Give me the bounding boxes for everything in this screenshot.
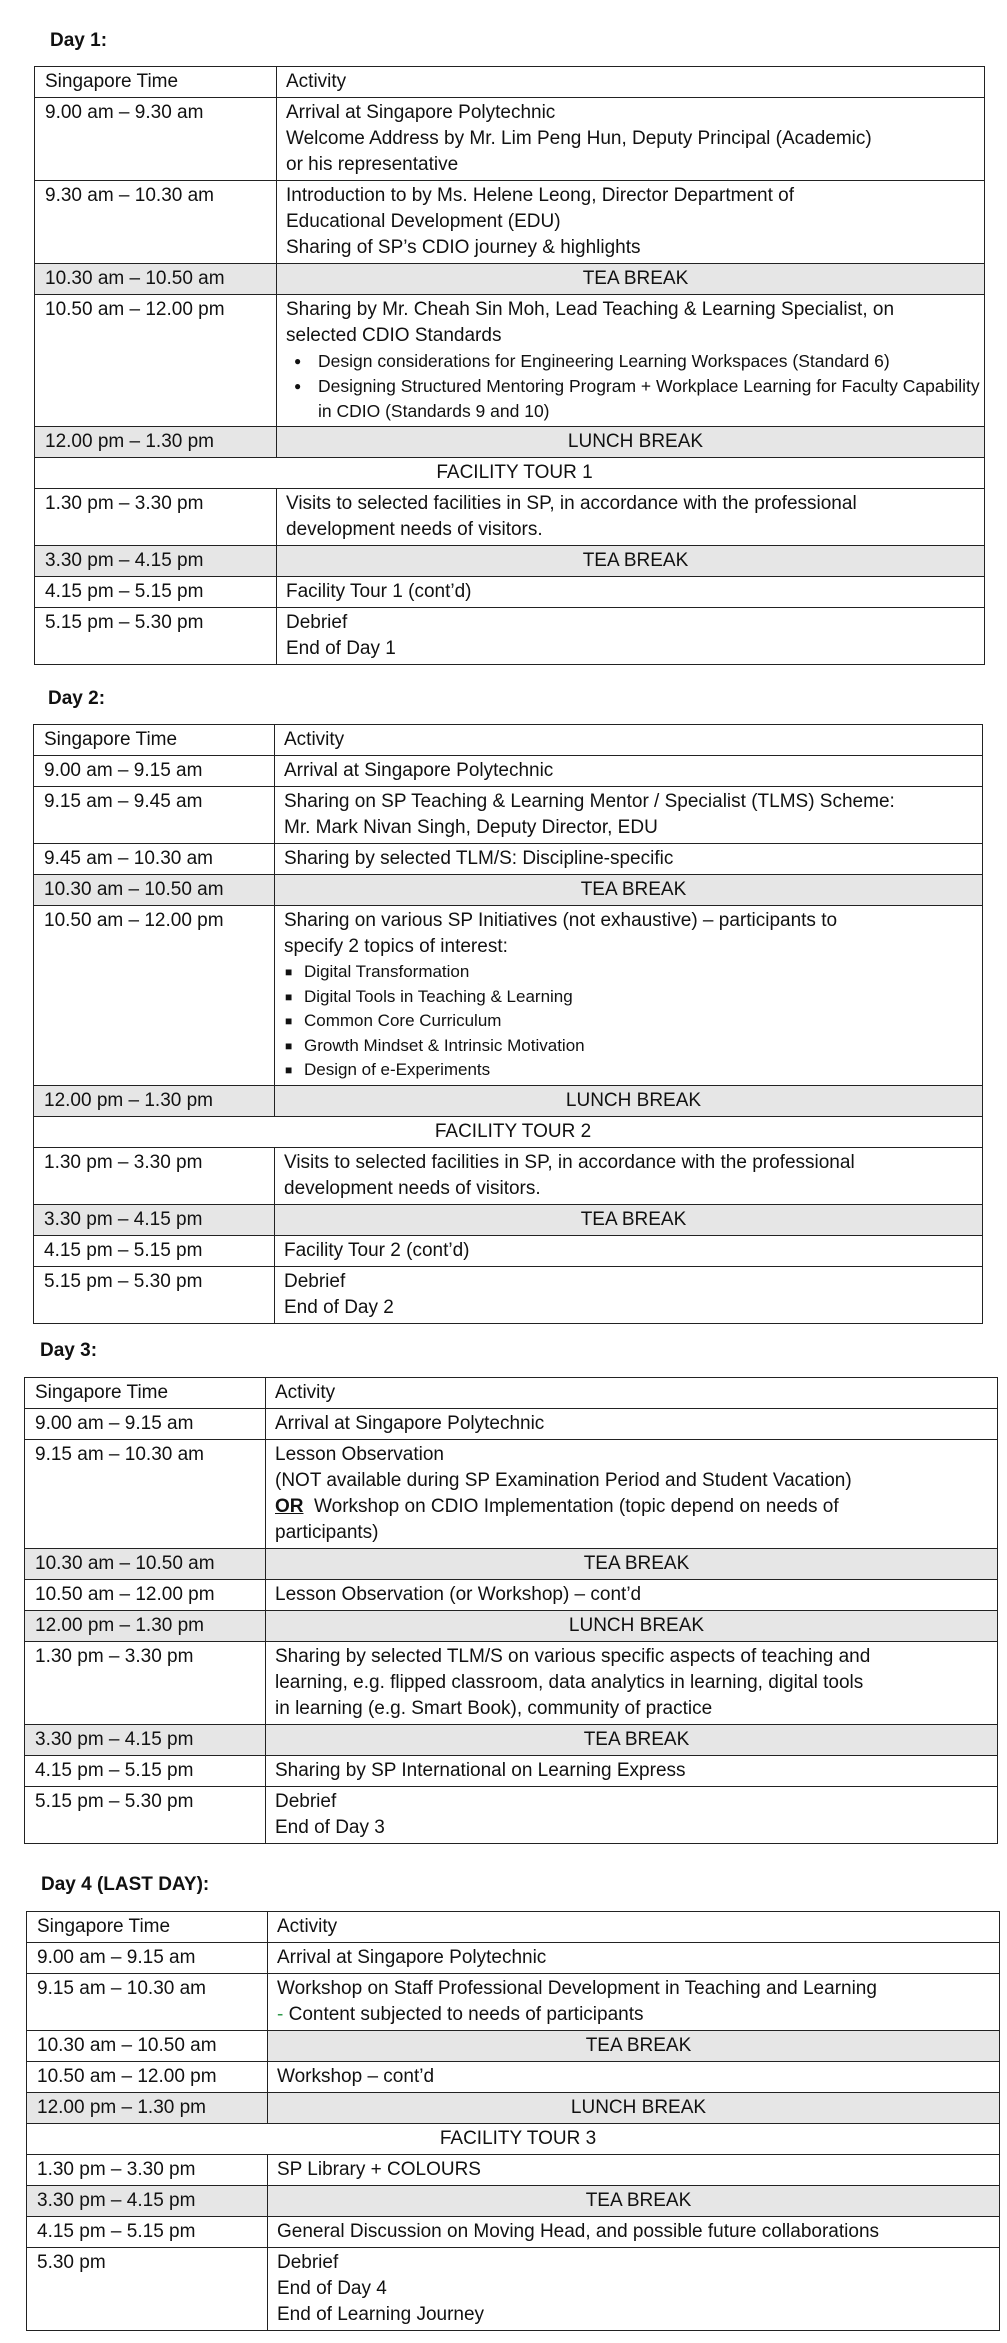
column-header-activity: Activity [266,1378,998,1409]
activity-line: Sharing by selected TLM/S on various specific aspects of teaching and [275,1646,871,1667]
table-row [27,1974,1000,2031]
time-cell: 9.00 am – 9.15 am [25,1409,266,1440]
activity-line: selected CDIO Standards [286,325,502,346]
topic-text: Growth Mindset & Intrinsic Motivation [304,1035,585,1055]
time-cell: 3.30 pm – 4.15 pm [34,1204,275,1235]
column-header-time: Singapore Time [27,1912,268,1943]
table-row [34,787,983,844]
activity-cell [277,295,985,427]
dash-marker: - [277,2004,284,2025]
table-row [27,2062,1000,2093]
activity-line: Welcome Address by Mr. Lim Peng Hun, Deputy Principal (Academic) [286,128,872,149]
time-cell: 12.00 pm – 1.30 pm [27,2093,268,2124]
activity-cell [275,1147,983,1204]
bullet-text: Designing Structured Mentoring Program + Workplace Learning for Faculty Capability in CDIO (Standards 9 and 10) [318,376,980,421]
activity-line: Facility Tour 1 (cont’d) [286,581,472,602]
activity-line: Workshop on Staff Professional Development in Teaching and Learning [277,1978,877,1999]
activity-line: End of Day 1 [286,638,396,659]
table-row [25,1580,998,1611]
bullet-item [286,349,984,374]
time-cell: 12.00 pm – 1.30 pm [34,1085,275,1116]
activity-cell [268,2248,1000,2331]
header-row [34,725,983,756]
day-4-schedule-table [26,1911,1000,2331]
activity-line: Sharing of SP’s CDIO journey & highlights [286,237,641,258]
time-cell: 9.00 am – 9.30 am [35,98,277,181]
activity-line: Sharing by Mr. Cheah Sin Moh, Lead Teaching & Learning Specialist, on [286,299,895,320]
break-cell: TEA BREAK [268,2186,1000,2217]
column-header-time: Singapore Time [25,1378,266,1409]
square-bullet-icon: ■ [285,1038,293,1053]
time-cell: 10.30 am – 10.50 am [34,875,275,906]
activity-line: development needs of visitors. [284,1177,541,1199]
activity-line: End of Day 4 [277,2278,387,2299]
activity-cell [275,1266,983,1323]
topic-item [284,1058,982,1083]
activity-line: in learning (e.g. Smart Book), community of practice [275,1698,713,1719]
time-cell: 1.30 pm – 3.30 pm [35,489,277,546]
time-cell: 9.00 am – 9.15 am [27,1943,268,1974]
time-cell: 10.30 am – 10.50 am [27,2031,268,2062]
column-header-activity: Activity [268,1912,1000,1943]
time-cell: 12.00 pm – 1.30 pm [25,1611,266,1642]
time-cell: 3.30 pm – 4.15 pm [27,2186,268,2217]
square-bullet-icon: ■ [285,1014,293,1028]
activity-cell [268,2217,1000,2248]
time-cell: 10.30 am – 10.50 am [35,264,277,295]
activity-line: End of Day 3 [275,1817,385,1838]
time-cell: 9.30 am – 10.30 am [35,181,277,264]
activity-cell [266,1580,998,1611]
time-cell: 4.15 pm – 5.15 pm [34,1235,275,1266]
activity-line [277,2002,999,2028]
square-bullet-icon: ■ [285,989,293,1004]
table-row [34,756,983,787]
topic-item [284,985,982,1010]
activity-cell [266,1440,998,1549]
break-cell: TEA BREAK [268,2031,1000,2062]
activity-cell [277,577,985,608]
topic-text: Common Core Curriculum [304,1011,502,1030]
break-row [35,427,985,458]
break-cell: LUNCH BREAK [277,427,985,458]
activity-line: (NOT available during SP Examination Period and Student Vacation) [275,1470,852,1491]
square-bullet-icon: ■ [285,965,293,979]
activity-line: Arrival at Singapore Polytechnic [284,760,554,781]
day-3-schedule-table [24,1377,998,1844]
table-row [34,906,983,1086]
topic-text: Digital Transformation [304,962,470,981]
section-heading: FACILITY TOUR 1 [35,458,985,489]
topic-item [284,1034,982,1059]
time-cell: 5.15 pm – 5.30 pm [25,1787,266,1844]
activity-line: Sharing by selected TLM/S: Discipline-specific [284,848,674,869]
table-row [25,1787,998,1844]
table-row [35,295,985,427]
table-row [35,608,985,665]
activity-line: Workshop – cont’d [277,2066,435,2087]
break-row [34,1204,983,1235]
break-row [27,2031,1000,2062]
time-cell: 4.15 pm – 5.15 pm [25,1756,266,1787]
activity-line: General Discussion on Moving Head, and possible future collaborations [277,2221,880,2242]
break-row [25,1549,998,1580]
topic-text: Design of e-Experiments [304,1060,491,1079]
break-row [27,2093,1000,2124]
day-title: Day 2: [48,688,106,709]
activity-cell [268,1974,1000,2031]
time-cell: 5.15 pm – 5.30 pm [35,608,277,665]
header-row [25,1378,998,1409]
break-row [27,2186,1000,2217]
table-row [35,181,985,264]
time-cell: 12.00 pm – 1.30 pm [35,427,277,458]
time-cell: 4.15 pm – 5.15 pm [27,2217,268,2248]
activity-line: End of Learning Journey [277,2304,485,2325]
table-row [27,2155,1000,2186]
bullet-dot-icon: ● [294,354,302,368]
activity-line: Debrief [284,1270,346,1292]
or-text: Workshop on CDIO Implementation (topic depend on needs of [303,1496,839,1517]
activity-line: Lesson Observation (or Workshop) – cont’d [275,1584,642,1605]
table-row [34,1147,983,1204]
table-row [27,2217,1000,2248]
time-cell: 1.30 pm – 3.30 pm [34,1147,275,1204]
activity-cell [275,906,983,1086]
table-row [34,1116,983,1147]
activity-cell [266,1787,998,1844]
column-header-activity: Activity [275,725,983,756]
activity-line: participants) [275,1522,379,1543]
column-header-time: Singapore Time [34,725,275,756]
header-row [35,67,985,98]
activity-cell [268,2155,1000,2186]
time-cell: 9.45 am – 10.30 am [34,844,275,875]
break-row [34,875,983,906]
section-heading: FACILITY TOUR 2 [34,1116,983,1147]
column-header-time: Singapore Time [35,67,277,98]
table-row [27,2248,1000,2331]
activity-line: Facility Tour 2 (cont’d) [284,1239,470,1261]
topic-item [284,1009,982,1034]
time-cell: 9.15 am – 9.45 am [34,787,275,844]
activity-line: Lesson Observation [275,1444,444,1465]
bullet-dot-icon: ● [294,379,302,393]
or-keyword: OR [275,1496,304,1517]
activity-line: Visits to selected facilities in SP, in accordance with the professional [286,493,857,514]
activity-line: or his representative [286,154,459,175]
time-cell: 10.50 am – 12.00 pm [34,906,275,1086]
activity-line: Arrival at Singapore Polytechnic [277,1947,547,1968]
table-row [27,1943,1000,1974]
time-cell: 5.15 pm – 5.30 pm [34,1266,275,1323]
activity-cell [277,98,985,181]
activity-cell [266,1642,998,1725]
table-row [25,1642,998,1725]
break-cell: LUNCH BREAK [266,1611,998,1642]
activity-line: Educational Development (EDU) [286,211,561,232]
table-row [25,1409,998,1440]
activity-line: Mr. Mark Nivan Singh, Deputy Director, EDU [284,817,658,838]
activity-cell [275,787,983,844]
table-row [27,2124,1000,2155]
break-cell: TEA BREAK [275,875,983,906]
break-row [25,1725,998,1756]
time-cell: 9.15 am – 10.30 am [25,1440,266,1549]
activity-cell [275,756,983,787]
time-cell: 3.30 pm – 4.15 pm [35,546,277,577]
break-cell: LUNCH BREAK [275,1085,983,1116]
break-cell: TEA BREAK [266,1725,998,1756]
activity-line: Visits to selected facilities in SP, in accordance with the professional [284,1151,855,1173]
activity-line: development needs of visitors. [286,519,543,540]
break-cell: TEA BREAK [277,264,985,295]
time-cell: 1.30 pm – 3.30 pm [25,1642,266,1725]
topic-item [284,960,982,985]
break-row [35,264,985,295]
break-row [34,1085,983,1116]
day-title: Day 4 (LAST DAY): [41,1874,210,1895]
activity-cell [275,844,983,875]
activity-line: specify 2 topics of interest: [284,936,508,957]
activity-cell [266,1409,998,1440]
column-header-activity: Activity [277,67,985,98]
square-bullet-icon: ■ [285,1063,293,1077]
time-cell: 4.15 pm – 5.15 pm [35,577,277,608]
break-row [35,546,985,577]
time-cell: 10.30 am – 10.50 am [25,1549,266,1580]
day-title: Day 1: [50,30,108,51]
table-row [34,1266,983,1323]
activity-line: Debrief [275,1791,337,1812]
break-cell: TEA BREAK [275,1204,983,1235]
table-row [25,1440,998,1549]
activity-cell [277,608,985,665]
activity-line: Arrival at Singapore Polytechnic [275,1413,545,1434]
topic-text: Digital Tools in Teaching & Learning [304,986,573,1006]
activity-line: Sharing by SP International on Learning Express [275,1760,686,1781]
activity-line [275,1494,997,1520]
activity-line: End of Day 2 [284,1296,394,1318]
break-cell: TEA BREAK [277,546,985,577]
table-row [35,98,985,181]
activity-line: learning, e.g. flipped classroom, data analytics in learning, digital tools [275,1672,864,1693]
table-row [35,577,985,608]
activity-cell [277,181,985,264]
table-row [35,458,985,489]
break-cell: LUNCH BREAK [268,2093,1000,2124]
activity-cell [266,1756,998,1787]
day-2-schedule-table [33,724,983,1324]
header-row [27,1912,1000,1943]
activity-cell [268,2062,1000,2093]
dash-text: Content subjected to needs of participants [283,2004,644,2025]
activity-line: Arrival at Singapore Polytechnic [286,102,556,123]
time-cell: 10.50 am – 12.00 pm [35,295,277,427]
section-heading: FACILITY TOUR 3 [27,2124,1000,2155]
break-row [25,1611,998,1642]
activity-line: SP Library + COLOURS [277,2159,481,2180]
time-cell: 3.30 pm – 4.15 pm [25,1725,266,1756]
table-row [34,844,983,875]
day-1-schedule-table [34,66,985,665]
activity-line: Sharing on SP Teaching & Learning Mentor / Specialist (TLMS) Scheme: [284,791,895,812]
bullet-text: Design considerations for Engineering Learning Workspaces (Standard 6) [318,351,890,371]
time-cell: 5.30 pm [27,2248,268,2331]
activity-line: Sharing on various SP Initiatives (not exhaustive) – participants to [284,910,838,931]
table-row [35,489,985,546]
activity-cell [275,1235,983,1266]
activity-line: Debrief [286,612,348,633]
activity-cell [277,489,985,546]
time-cell: 10.50 am – 12.00 pm [25,1580,266,1611]
activity-line: Debrief [277,2252,339,2273]
activity-cell [268,1943,1000,1974]
break-cell: TEA BREAK [266,1549,998,1580]
bullet-list [286,349,984,424]
topic-list [284,960,982,1083]
time-cell: 1.30 pm – 3.30 pm [27,2155,268,2186]
time-cell: 9.00 am – 9.15 am [34,756,275,787]
table-row [25,1756,998,1787]
time-cell: 10.50 am – 12.00 pm [27,2062,268,2093]
day-title: Day 3: [40,1340,98,1361]
table-row [34,1235,983,1266]
bullet-item [286,374,984,424]
time-cell: 9.15 am – 10.30 am [27,1974,268,2031]
activity-line: Introduction to by Ms. Helene Leong, Director Department of [286,185,794,206]
